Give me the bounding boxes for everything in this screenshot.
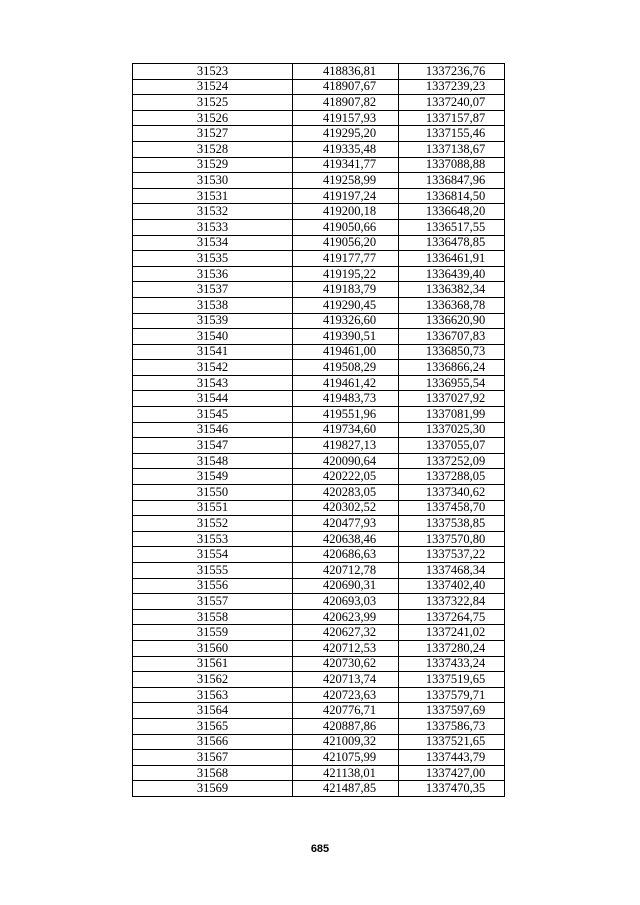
point-number-cell: 31528 bbox=[133, 141, 293, 157]
y-coordinate-cell: 1337340,62 bbox=[399, 485, 505, 501]
point-number-cell: 31530 bbox=[133, 173, 293, 189]
coordinates-table bbox=[132, 63, 505, 797]
point-number-cell: 31549 bbox=[133, 469, 293, 485]
y-coordinate-cell: 1337427,00 bbox=[399, 765, 505, 781]
y-coordinate-cell: 1337025,30 bbox=[399, 422, 505, 438]
point-number-cell: 31557 bbox=[133, 594, 293, 610]
x-coordinate-cell: 420638,46 bbox=[293, 531, 399, 547]
y-coordinate-cell: 1336847,96 bbox=[399, 173, 505, 189]
table-row bbox=[133, 485, 505, 501]
point-number-cell: 31537 bbox=[133, 282, 293, 298]
y-coordinate-cell: 1336517,55 bbox=[399, 219, 505, 235]
table-row bbox=[133, 157, 505, 173]
table-row bbox=[133, 375, 505, 391]
table-row bbox=[133, 687, 505, 703]
table-row bbox=[133, 453, 505, 469]
y-coordinate-cell: 1337570,80 bbox=[399, 531, 505, 547]
y-coordinate-cell: 1336368,78 bbox=[399, 297, 505, 313]
point-number-cell: 31533 bbox=[133, 219, 293, 235]
table-row bbox=[133, 79, 505, 95]
x-coordinate-cell: 420283,05 bbox=[293, 485, 399, 501]
point-number-cell: 31552 bbox=[133, 516, 293, 532]
point-number-cell: 31526 bbox=[133, 110, 293, 126]
point-number-cell: 31569 bbox=[133, 781, 293, 797]
y-coordinate-cell: 1336648,20 bbox=[399, 204, 505, 220]
table-row bbox=[133, 516, 505, 532]
coordinates-table-body bbox=[133, 64, 505, 797]
y-coordinate-cell: 1337458,70 bbox=[399, 500, 505, 516]
y-coordinate-cell: 1337468,34 bbox=[399, 563, 505, 579]
table-row bbox=[133, 360, 505, 376]
point-number-cell: 31545 bbox=[133, 407, 293, 423]
y-coordinate-cell: 1337138,67 bbox=[399, 141, 505, 157]
point-number-cell: 31556 bbox=[133, 578, 293, 594]
table-row bbox=[133, 266, 505, 282]
y-coordinate-cell: 1337252,09 bbox=[399, 453, 505, 469]
y-coordinate-cell: 1337088,88 bbox=[399, 157, 505, 173]
x-coordinate-cell: 419157,93 bbox=[293, 110, 399, 126]
point-number-cell: 31532 bbox=[133, 204, 293, 220]
point-number-cell: 31565 bbox=[133, 718, 293, 734]
table-row bbox=[133, 609, 505, 625]
x-coordinate-cell: 418907,67 bbox=[293, 79, 399, 95]
point-number-cell: 31555 bbox=[133, 563, 293, 579]
x-coordinate-cell: 419335,48 bbox=[293, 141, 399, 157]
table-row bbox=[133, 407, 505, 423]
y-coordinate-cell: 1337055,07 bbox=[399, 438, 505, 454]
page-number: 685 bbox=[310, 843, 330, 855]
table-row bbox=[133, 219, 505, 235]
x-coordinate-cell: 421009,32 bbox=[293, 734, 399, 750]
y-coordinate-cell: 1337241,02 bbox=[399, 625, 505, 641]
table-row bbox=[133, 703, 505, 719]
point-number-cell: 31554 bbox=[133, 547, 293, 563]
point-number-cell: 31561 bbox=[133, 656, 293, 672]
table-row bbox=[133, 672, 505, 688]
point-number-cell: 31560 bbox=[133, 640, 293, 656]
point-number-cell: 31540 bbox=[133, 329, 293, 345]
y-coordinate-cell: 1336955,54 bbox=[399, 375, 505, 391]
point-number-cell: 31563 bbox=[133, 687, 293, 703]
y-coordinate-cell: 1337433,24 bbox=[399, 656, 505, 672]
x-coordinate-cell: 419508,29 bbox=[293, 360, 399, 376]
y-coordinate-cell: 1336866,24 bbox=[399, 360, 505, 376]
y-coordinate-cell: 1336814,50 bbox=[399, 188, 505, 204]
table-row bbox=[133, 126, 505, 142]
point-number-cell: 31566 bbox=[133, 734, 293, 750]
x-coordinate-cell: 420713,74 bbox=[293, 672, 399, 688]
y-coordinate-cell: 1337322,84 bbox=[399, 594, 505, 610]
point-number-cell: 31539 bbox=[133, 313, 293, 329]
table-row bbox=[133, 718, 505, 734]
point-number-cell: 31527 bbox=[133, 126, 293, 142]
y-coordinate-cell: 1336461,91 bbox=[399, 251, 505, 267]
table-row bbox=[133, 188, 505, 204]
y-coordinate-cell: 1337280,24 bbox=[399, 640, 505, 656]
table-row bbox=[133, 297, 505, 313]
point-number-cell: 31529 bbox=[133, 157, 293, 173]
y-coordinate-cell: 1337081,99 bbox=[399, 407, 505, 423]
table-row bbox=[133, 64, 505, 80]
y-coordinate-cell: 1337538,85 bbox=[399, 516, 505, 532]
x-coordinate-cell: 420887,86 bbox=[293, 718, 399, 734]
table-row bbox=[133, 329, 505, 345]
x-coordinate-cell: 419461,00 bbox=[293, 344, 399, 360]
y-coordinate-cell: 1336478,85 bbox=[399, 235, 505, 251]
x-coordinate-cell: 419483,73 bbox=[293, 391, 399, 407]
table-row bbox=[133, 594, 505, 610]
table-row bbox=[133, 391, 505, 407]
y-coordinate-cell: 1337264,75 bbox=[399, 609, 505, 625]
table-row bbox=[133, 531, 505, 547]
point-number-cell: 31551 bbox=[133, 500, 293, 516]
y-coordinate-cell: 1336382,34 bbox=[399, 282, 505, 298]
table-row bbox=[133, 656, 505, 672]
point-number-cell: 31523 bbox=[133, 64, 293, 80]
y-coordinate-cell: 1337579,71 bbox=[399, 687, 505, 703]
table-row bbox=[133, 765, 505, 781]
table-row bbox=[133, 500, 505, 516]
table-row bbox=[133, 563, 505, 579]
point-number-cell: 31568 bbox=[133, 765, 293, 781]
y-coordinate-cell: 1337157,87 bbox=[399, 110, 505, 126]
x-coordinate-cell: 419295,20 bbox=[293, 126, 399, 142]
point-number-cell: 31538 bbox=[133, 297, 293, 313]
point-number-cell: 31546 bbox=[133, 422, 293, 438]
table-row bbox=[133, 640, 505, 656]
x-coordinate-cell: 420222,05 bbox=[293, 469, 399, 485]
x-coordinate-cell: 419461,42 bbox=[293, 375, 399, 391]
x-coordinate-cell: 419056,20 bbox=[293, 235, 399, 251]
x-coordinate-cell: 418907,82 bbox=[293, 95, 399, 111]
table-row bbox=[133, 781, 505, 797]
point-number-cell: 31558 bbox=[133, 609, 293, 625]
table-row bbox=[133, 204, 505, 220]
y-coordinate-cell: 1337470,35 bbox=[399, 781, 505, 797]
point-number-cell: 31535 bbox=[133, 251, 293, 267]
x-coordinate-cell: 419290,45 bbox=[293, 297, 399, 313]
y-coordinate-cell: 1336707,83 bbox=[399, 329, 505, 345]
point-number-cell: 31553 bbox=[133, 531, 293, 547]
table-row bbox=[133, 547, 505, 563]
y-coordinate-cell: 1337239,23 bbox=[399, 79, 505, 95]
table-row bbox=[133, 282, 505, 298]
x-coordinate-cell: 420623,99 bbox=[293, 609, 399, 625]
table-row bbox=[133, 313, 505, 329]
x-coordinate-cell: 419197,24 bbox=[293, 188, 399, 204]
table-row bbox=[133, 422, 505, 438]
x-coordinate-cell: 420686,63 bbox=[293, 547, 399, 563]
point-number-cell: 31559 bbox=[133, 625, 293, 641]
point-number-cell: 31547 bbox=[133, 438, 293, 454]
point-number-cell: 31541 bbox=[133, 344, 293, 360]
x-coordinate-cell: 420690,31 bbox=[293, 578, 399, 594]
table-row bbox=[133, 344, 505, 360]
table-row bbox=[133, 235, 505, 251]
x-coordinate-cell: 420776,71 bbox=[293, 703, 399, 719]
y-coordinate-cell: 1337597,69 bbox=[399, 703, 505, 719]
y-coordinate-cell: 1337236,76 bbox=[399, 64, 505, 80]
x-coordinate-cell: 420302,52 bbox=[293, 500, 399, 516]
table-row bbox=[133, 110, 505, 126]
x-coordinate-cell: 420712,78 bbox=[293, 563, 399, 579]
x-coordinate-cell: 420090,64 bbox=[293, 453, 399, 469]
point-number-cell: 31534 bbox=[133, 235, 293, 251]
x-coordinate-cell: 420723,63 bbox=[293, 687, 399, 703]
y-coordinate-cell: 1337521,65 bbox=[399, 734, 505, 750]
table-row bbox=[133, 469, 505, 485]
x-coordinate-cell: 419326,60 bbox=[293, 313, 399, 329]
point-number-cell: 31536 bbox=[133, 266, 293, 282]
y-coordinate-cell: 1337155,46 bbox=[399, 126, 505, 142]
x-coordinate-cell: 419390,51 bbox=[293, 329, 399, 345]
y-coordinate-cell: 1337443,79 bbox=[399, 750, 505, 766]
y-coordinate-cell: 1337288,05 bbox=[399, 469, 505, 485]
x-coordinate-cell: 421487,85 bbox=[293, 781, 399, 797]
y-coordinate-cell: 1337240,07 bbox=[399, 95, 505, 111]
point-number-cell: 31543 bbox=[133, 375, 293, 391]
y-coordinate-cell: 1336850,73 bbox=[399, 344, 505, 360]
x-coordinate-cell: 419341,77 bbox=[293, 157, 399, 173]
x-coordinate-cell: 420477,93 bbox=[293, 516, 399, 532]
x-coordinate-cell: 420730,62 bbox=[293, 656, 399, 672]
x-coordinate-cell: 419183,79 bbox=[293, 282, 399, 298]
point-number-cell: 31567 bbox=[133, 750, 293, 766]
x-coordinate-cell: 419551,96 bbox=[293, 407, 399, 423]
x-coordinate-cell: 421138,01 bbox=[293, 765, 399, 781]
table-row bbox=[133, 625, 505, 641]
table-row bbox=[133, 251, 505, 267]
x-coordinate-cell: 420627,32 bbox=[293, 625, 399, 641]
table-row bbox=[133, 578, 505, 594]
table-row bbox=[133, 95, 505, 111]
table-row bbox=[133, 141, 505, 157]
y-coordinate-cell: 1337519,65 bbox=[399, 672, 505, 688]
x-coordinate-cell: 419258,99 bbox=[293, 173, 399, 189]
y-coordinate-cell: 1336620,90 bbox=[399, 313, 505, 329]
x-coordinate-cell: 418836,81 bbox=[293, 64, 399, 80]
y-coordinate-cell: 1337586,73 bbox=[399, 718, 505, 734]
table-row bbox=[133, 173, 505, 189]
x-coordinate-cell: 419827,13 bbox=[293, 438, 399, 454]
x-coordinate-cell: 419195,22 bbox=[293, 266, 399, 282]
x-coordinate-cell: 421075,99 bbox=[293, 750, 399, 766]
table-row bbox=[133, 734, 505, 750]
x-coordinate-cell: 420712,53 bbox=[293, 640, 399, 656]
x-coordinate-cell: 420693,03 bbox=[293, 594, 399, 610]
x-coordinate-cell: 419200,18 bbox=[293, 204, 399, 220]
y-coordinate-cell: 1337537,22 bbox=[399, 547, 505, 563]
x-coordinate-cell: 419050,66 bbox=[293, 219, 399, 235]
x-coordinate-cell: 419177,77 bbox=[293, 251, 399, 267]
point-number-cell: 31564 bbox=[133, 703, 293, 719]
y-coordinate-cell: 1336439,40 bbox=[399, 266, 505, 282]
y-coordinate-cell: 1337402,40 bbox=[399, 578, 505, 594]
point-number-cell: 31542 bbox=[133, 360, 293, 376]
table-row bbox=[133, 438, 505, 454]
point-number-cell: 31544 bbox=[133, 391, 293, 407]
point-number-cell: 31550 bbox=[133, 485, 293, 501]
table-row bbox=[133, 750, 505, 766]
point-number-cell: 31525 bbox=[133, 95, 293, 111]
point-number-cell: 31548 bbox=[133, 453, 293, 469]
y-coordinate-cell: 1337027,92 bbox=[399, 391, 505, 407]
point-number-cell: 31531 bbox=[133, 188, 293, 204]
x-coordinate-cell: 419734,60 bbox=[293, 422, 399, 438]
point-number-cell: 31524 bbox=[133, 79, 293, 95]
point-number-cell: 31562 bbox=[133, 672, 293, 688]
